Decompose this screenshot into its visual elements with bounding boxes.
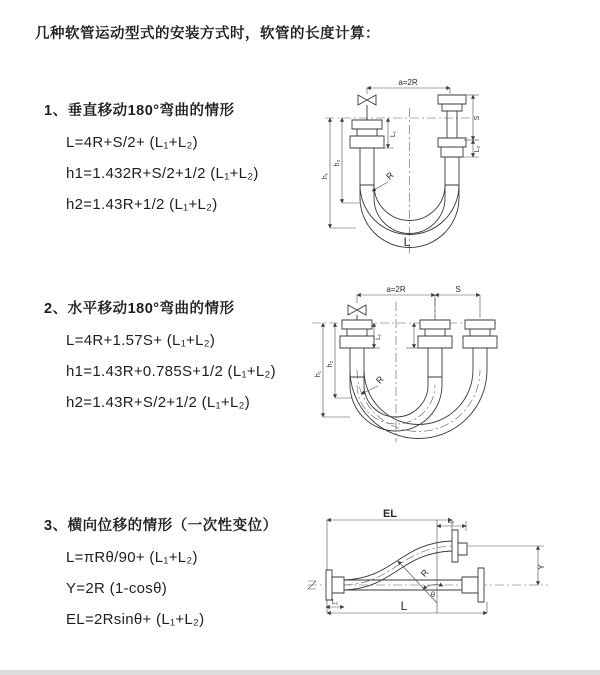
formula-y: Y=2R (1-cosθ) (66, 580, 168, 597)
right-flange-fitting (462, 568, 484, 602)
formula-l: L=4R+S/2+ (L₁+L₂) (66, 134, 198, 151)
valve-icon (358, 95, 376, 120)
dimension-h1 (322, 118, 356, 228)
dimension-s (435, 285, 480, 295)
label-theta: θ (430, 590, 436, 599)
section-1-heading: 1、垂直移动180°弯曲的情形 (44, 103, 235, 119)
section-3-heading: 3、横向位移的情形（一次性变位） (44, 518, 278, 534)
label-r: R (374, 374, 386, 386)
dim-label-l1: L₁ (390, 130, 397, 138)
middle-flange-fitting (418, 320, 452, 348)
dimension-extensions (357, 295, 480, 318)
dim-label-a2r: a=2R (398, 78, 418, 87)
section-2-heading: 2、水平移动180°弯曲的情形 (44, 301, 235, 317)
diagram-lateral-displacement (300, 505, 600, 660)
page-title: 几种软管运动型式的安装方式时，软管的长度计算： (35, 26, 380, 42)
right-flange-fitting (463, 320, 497, 370)
dim-label-h1: h₁ (322, 172, 329, 180)
radius-leader (372, 170, 396, 191)
section-3 (44, 514, 278, 635)
label-l: L (403, 235, 411, 249)
section-2 (44, 297, 276, 418)
scan-edge-strip (0, 670, 600, 675)
dim-label-h2: h₂ (327, 360, 334, 368)
dimension-h2 (334, 118, 360, 203)
dimension-a2r (357, 285, 435, 295)
dim-label-s: S (455, 285, 461, 294)
dim-label-h1: h₁ (315, 370, 322, 378)
dim-label-l2: L₂ (447, 518, 455, 525)
left-flange-fitting (326, 570, 344, 600)
diagram-horizontal-180-bend (300, 282, 600, 460)
right-hose-braid (445, 157, 459, 185)
section-1 (44, 99, 259, 220)
left-flange-fitting (350, 120, 384, 148)
dim-label-s: S (474, 115, 481, 121)
dim-label-el: EL (382, 508, 398, 520)
formula-h1: h1=1.432R+S/2+1/2 (L₁+L₂) (66, 165, 259, 182)
formula-h2: h2=1.43R+S/2+1/2 (L₁+L₂) (66, 394, 251, 411)
label-l: L (400, 599, 408, 613)
right-flange-fitting (438, 95, 466, 157)
dim-label-a2r: a=2R (386, 285, 406, 294)
formula-el: EL=2Rsinθ+ (L₁+L₂) (66, 611, 205, 628)
angle-theta (398, 561, 443, 603)
formula-l: L=πRθ/90+ (L₁+L₂) (66, 549, 198, 566)
dimension-l (327, 599, 487, 613)
diagram-vertical-180-bend (300, 66, 600, 261)
middle-hose-braid (428, 348, 442, 377)
dim-label-h2: h₂ (334, 159, 341, 167)
hose-u-bends (350, 370, 487, 439)
dim-label-l1: L₁ (331, 599, 339, 606)
label-r: R (418, 567, 431, 579)
formula-l: L=4R+1.57S+ (L₁+L₂) (66, 332, 216, 349)
dim-label-l1: L₁ (375, 334, 382, 340)
valve-icon (348, 305, 366, 320)
label-r: R (384, 170, 396, 182)
dimension-a2r (367, 78, 450, 94)
dim-label-y: Y (537, 564, 546, 570)
left-hose-braid (360, 148, 374, 185)
left-flange-fitting (340, 320, 374, 348)
dimension-s (464, 95, 481, 140)
formula-h2: h2=1.43R+1/2 (L₁+L₂) (66, 196, 218, 213)
upper-flange-fitting (452, 530, 467, 562)
formula-h1: h1=1.43R+0.785S+1/2 (L₁+L₂) (66, 363, 276, 380)
dim-label-l2: L₂ (474, 145, 481, 153)
